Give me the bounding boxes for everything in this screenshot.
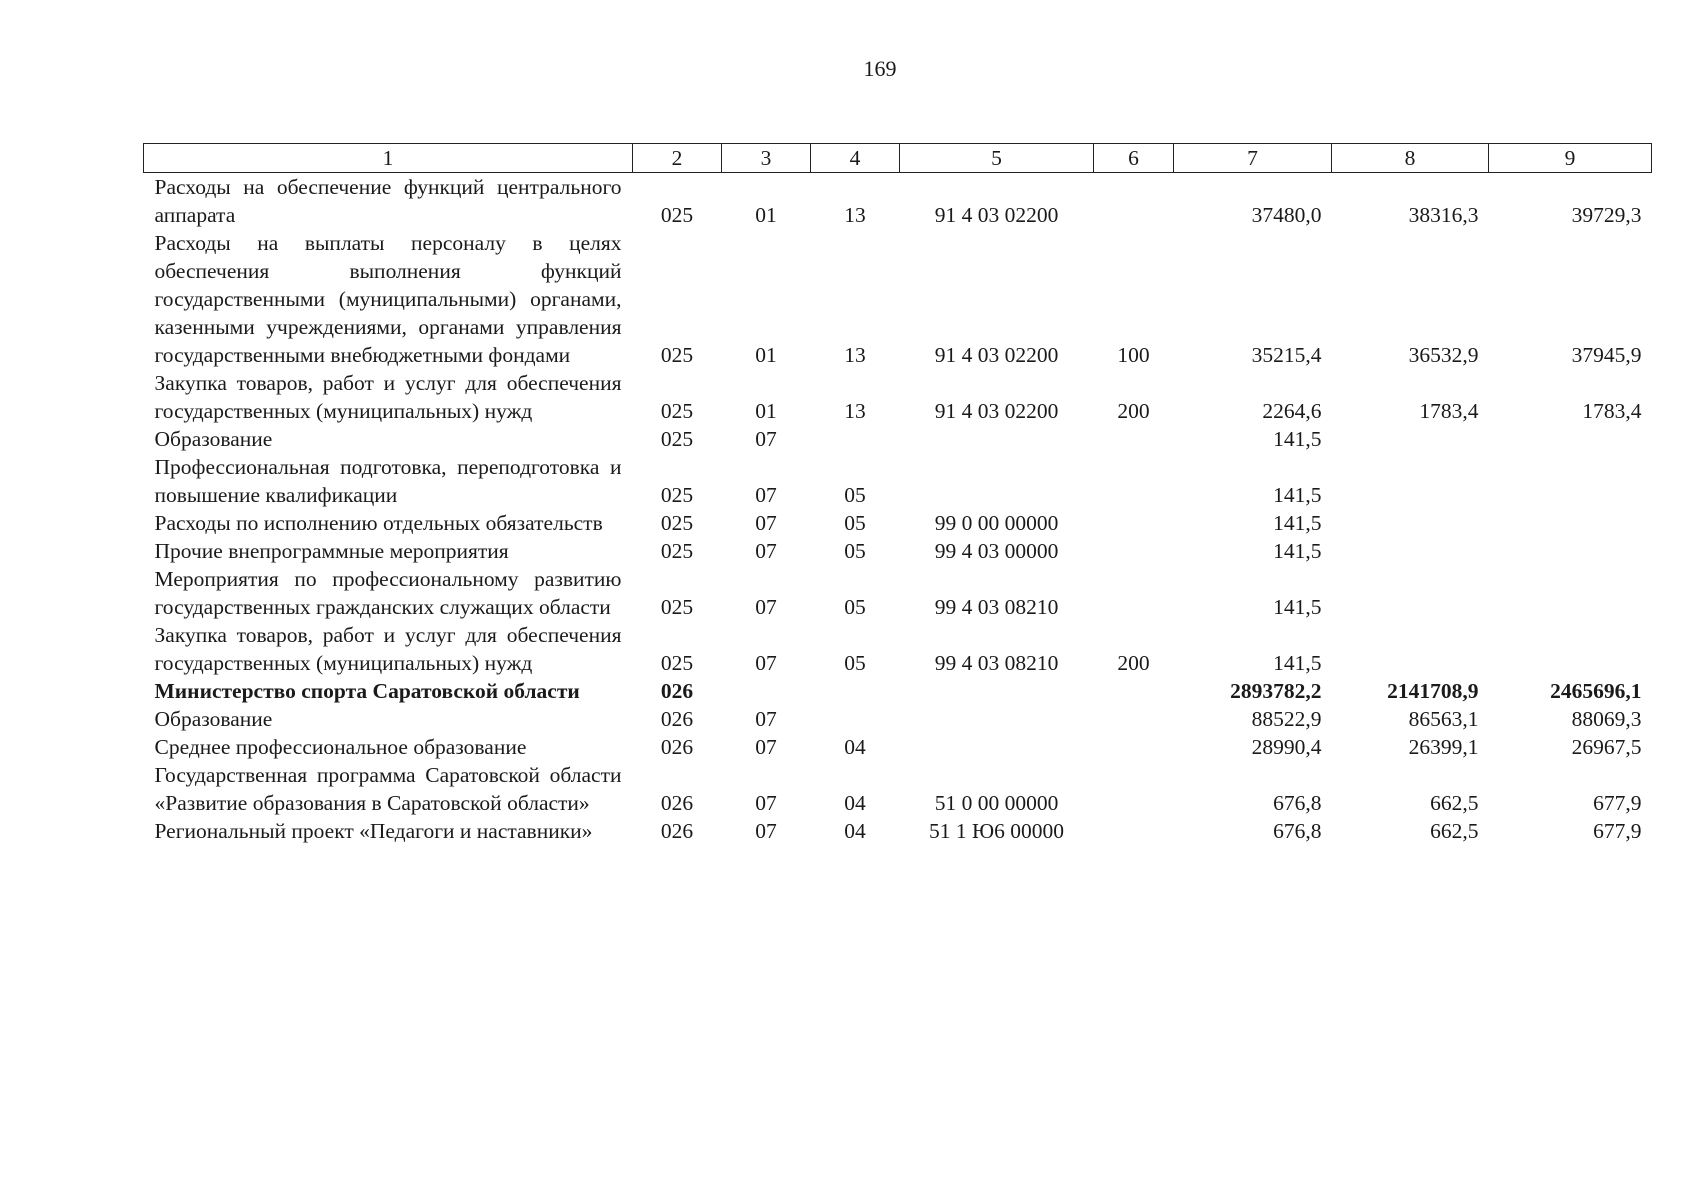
row-amount-col-8: 1783,4 <box>1419 399 1479 423</box>
row-section-code: 07 <box>755 483 777 507</box>
row-subsection-code: 13 <box>844 343 866 367</box>
row-expense-type <box>1094 537 1174 565</box>
row-subsection-code: 05 <box>844 539 866 563</box>
row-target-article: 99 0 00 00000 <box>934 511 1059 535</box>
row-target-article <box>900 453 1094 509</box>
table-row <box>144 509 1652 537</box>
row-ministry-code: 025 <box>660 399 694 423</box>
row-subsection-code <box>811 705 900 733</box>
row-name: Расходы на обеспечение функций центрального аппарата <box>154 175 622 227</box>
row-section-code: 01 <box>755 343 777 367</box>
row-expense-type <box>1094 173 1174 230</box>
row-expense-type <box>1094 425 1174 453</box>
row-name: Образование <box>154 427 273 451</box>
row-target-article <box>900 677 1094 705</box>
header-col-1: 1 <box>144 144 633 173</box>
row-subsection-code: 04 <box>844 735 866 759</box>
row-target-article: 99 4 03 00000 <box>934 539 1059 563</box>
table-row <box>144 453 1652 509</box>
header-row <box>144 144 1652 173</box>
row-target-article <box>900 705 1094 733</box>
row-expense-type <box>1094 509 1174 537</box>
budget-table-wrapper <box>143 143 1651 845</box>
row-section-code: 07 <box>755 427 777 451</box>
table-row <box>144 817 1652 845</box>
row-expense-type <box>1094 677 1174 705</box>
row-name: Мероприятия по профессиональному развитию государственных гражданских служащих области <box>154 567 622 619</box>
row-amount-col-7: 141,5 <box>1273 595 1322 619</box>
row-amount-col-9: 1783,4 <box>1582 399 1642 423</box>
header-col-7: 7 <box>1174 144 1332 173</box>
row-ministry-code: 025 <box>660 343 694 367</box>
row-target-article: 51 1 Ю6 00000 <box>929 819 1064 843</box>
row-amount-col-7: 141,5 <box>1273 483 1322 507</box>
table-row <box>144 733 1652 761</box>
row-subsection-code: 13 <box>844 399 866 423</box>
row-name: Среднее профессиональное образование <box>154 735 527 759</box>
row-ministry-code: 025 <box>660 539 694 563</box>
row-amount-col-9 <box>1489 509 1652 537</box>
row-amount-col-7: 2893782,2 <box>1230 679 1322 703</box>
row-amount-col-7: 2264,6 <box>1262 399 1322 423</box>
row-section-code: 07 <box>755 595 777 619</box>
row-ministry-code: 026 <box>660 735 694 759</box>
row-target-article: 91 4 03 02200 <box>934 203 1059 227</box>
row-expense-type: 200 <box>1117 399 1150 423</box>
row-amount-col-9 <box>1489 565 1652 621</box>
row-name: Закупка товаров, работ и услуг для обеспечения государственных (муниципальных) нужд <box>154 371 622 423</box>
row-amount-col-8: 26399,1 <box>1408 735 1479 759</box>
row-amount-col-8: 38316,3 <box>1408 203 1479 227</box>
table-row <box>144 565 1652 621</box>
row-amount-col-8 <box>1332 425 1489 453</box>
row-target-article <box>900 733 1094 761</box>
table-row <box>144 621 1652 677</box>
row-expense-type <box>1094 817 1174 845</box>
budget-table <box>143 143 1652 845</box>
row-amount-col-7: 37480,0 <box>1251 203 1322 227</box>
header-col-8: 8 <box>1332 144 1489 173</box>
page-number: 169 <box>863 56 897 81</box>
row-amount-col-8: 662,5 <box>1430 819 1479 843</box>
row-section-code: 07 <box>755 819 777 843</box>
row-amount-col-9: 39729,3 <box>1571 203 1642 227</box>
row-section-code: 07 <box>755 735 777 759</box>
row-expense-type <box>1094 565 1174 621</box>
row-amount-col-7: 141,5 <box>1273 539 1322 563</box>
row-amount-col-7: 141,5 <box>1273 427 1322 451</box>
row-expense-type <box>1094 453 1174 509</box>
row-name: Региональный проект «Педагоги и наставники» <box>154 819 593 843</box>
table-row <box>144 425 1652 453</box>
row-amount-col-8: 2141708,9 <box>1387 679 1479 703</box>
row-amount-col-8: 662,5 <box>1430 791 1479 815</box>
row-subsection-code: 05 <box>844 595 866 619</box>
row-amount-col-9: 2465696,1 <box>1550 679 1642 703</box>
row-name: Расходы на выплаты персоналу в целях обеспечения выполнения функций государственными (муниципальными) органами, казенными учреждениями, органами управления государственными внебюджетными фондами <box>154 231 622 367</box>
header-col-6: 6 <box>1094 144 1174 173</box>
header-col-2: 2 <box>633 144 722 173</box>
row-amount-col-8 <box>1332 621 1489 677</box>
row-ministry-code: 026 <box>660 679 694 703</box>
row-ministry-code: 025 <box>660 483 694 507</box>
table-row <box>144 705 1652 733</box>
row-subsection-code <box>811 425 900 453</box>
row-target-article: 99 4 03 08210 <box>934 651 1059 675</box>
row-amount-col-7: 141,5 <box>1273 651 1322 675</box>
row-expense-type: 100 <box>1117 343 1150 367</box>
table-row <box>144 537 1652 565</box>
header-col-5: 5 <box>900 144 1094 173</box>
table-row <box>144 369 1652 425</box>
row-section-code: 07 <box>755 707 777 731</box>
row-name: Образование <box>154 707 273 731</box>
row-amount-col-7: 28990,4 <box>1251 735 1322 759</box>
row-target-article: 91 4 03 02200 <box>934 343 1059 367</box>
table-header <box>144 144 1652 173</box>
row-name: Государственная программа Саратовской области «Развитие образования в Саратовской области» <box>154 763 622 815</box>
row-subsection-code: 05 <box>844 483 866 507</box>
row-ministry-code: 025 <box>660 427 694 451</box>
table-row <box>144 173 1652 230</box>
row-subsection-code: 13 <box>844 203 866 227</box>
row-expense-type <box>1094 733 1174 761</box>
row-amount-col-9 <box>1489 621 1652 677</box>
row-target-article <box>900 425 1094 453</box>
row-amount-col-8 <box>1332 453 1489 509</box>
header-col-9: 9 <box>1489 144 1652 173</box>
row-amount-col-8: 86563,1 <box>1408 707 1479 731</box>
row-expense-type <box>1094 705 1174 733</box>
row-name: Закупка товаров, работ и услуг для обеспечения государственных (муниципальных) нужд <box>154 623 622 675</box>
header-col-4: 4 <box>811 144 900 173</box>
row-amount-col-7: 676,8 <box>1273 819 1322 843</box>
row-ministry-code: 025 <box>660 203 694 227</box>
row-section-code: 07 <box>755 511 777 535</box>
row-amount-col-9: 88069,3 <box>1571 707 1642 731</box>
row-amount-col-8 <box>1332 537 1489 565</box>
row-subsection-code <box>811 677 900 705</box>
row-amount-col-9: 37945,9 <box>1571 343 1642 367</box>
row-amount-col-7: 676,8 <box>1273 791 1322 815</box>
row-amount-col-7: 141,5 <box>1273 511 1322 535</box>
table-row <box>144 229 1652 369</box>
row-amount-col-7: 88522,9 <box>1251 707 1322 731</box>
row-amount-col-8: 36532,9 <box>1408 343 1479 367</box>
row-section-code <box>722 677 811 705</box>
row-ministry-code: 025 <box>660 651 694 675</box>
row-name: Профессиональная подготовка, переподготовка и повышение квалификации <box>154 455 622 507</box>
table-row <box>144 677 1652 705</box>
row-amount-col-9: 26967,5 <box>1571 735 1642 759</box>
row-amount-col-9: 677,9 <box>1593 819 1642 843</box>
row-expense-type <box>1094 761 1174 817</box>
row-target-article: 99 4 03 08210 <box>934 595 1059 619</box>
row-amount-col-7: 35215,4 <box>1251 343 1322 367</box>
row-amount-col-9 <box>1489 425 1652 453</box>
row-ministry-code: 025 <box>660 511 694 535</box>
row-amount-col-9 <box>1489 453 1652 509</box>
row-ministry-code: 026 <box>660 791 694 815</box>
row-target-article: 51 0 00 00000 <box>934 791 1059 815</box>
header-col-3: 3 <box>722 144 811 173</box>
row-name: Расходы по исполнению отдельных обязательств <box>154 511 603 535</box>
row-subsection-code: 04 <box>844 819 866 843</box>
row-expense-type: 200 <box>1117 651 1150 675</box>
row-name: Прочие внепрограммные мероприятия <box>154 539 509 563</box>
row-subsection-code: 05 <box>844 511 866 535</box>
row-subsection-code: 05 <box>844 651 866 675</box>
row-target-article: 91 4 03 02200 <box>934 399 1059 423</box>
row-ministry-code: 026 <box>660 707 694 731</box>
row-section-code: 07 <box>755 791 777 815</box>
table-body <box>144 173 1652 846</box>
row-section-code: 07 <box>755 539 777 563</box>
table-row <box>144 761 1652 817</box>
row-amount-col-8 <box>1332 565 1489 621</box>
row-name: Министерство спорта Саратовской области <box>154 679 580 703</box>
row-section-code: 01 <box>755 399 777 423</box>
row-amount-col-9: 677,9 <box>1593 791 1642 815</box>
row-section-code: 01 <box>755 203 777 227</box>
row-ministry-code: 026 <box>660 819 694 843</box>
row-amount-col-9 <box>1489 537 1652 565</box>
row-amount-col-8 <box>1332 509 1489 537</box>
row-subsection-code: 04 <box>844 791 866 815</box>
row-section-code: 07 <box>755 651 777 675</box>
row-ministry-code: 025 <box>660 595 694 619</box>
